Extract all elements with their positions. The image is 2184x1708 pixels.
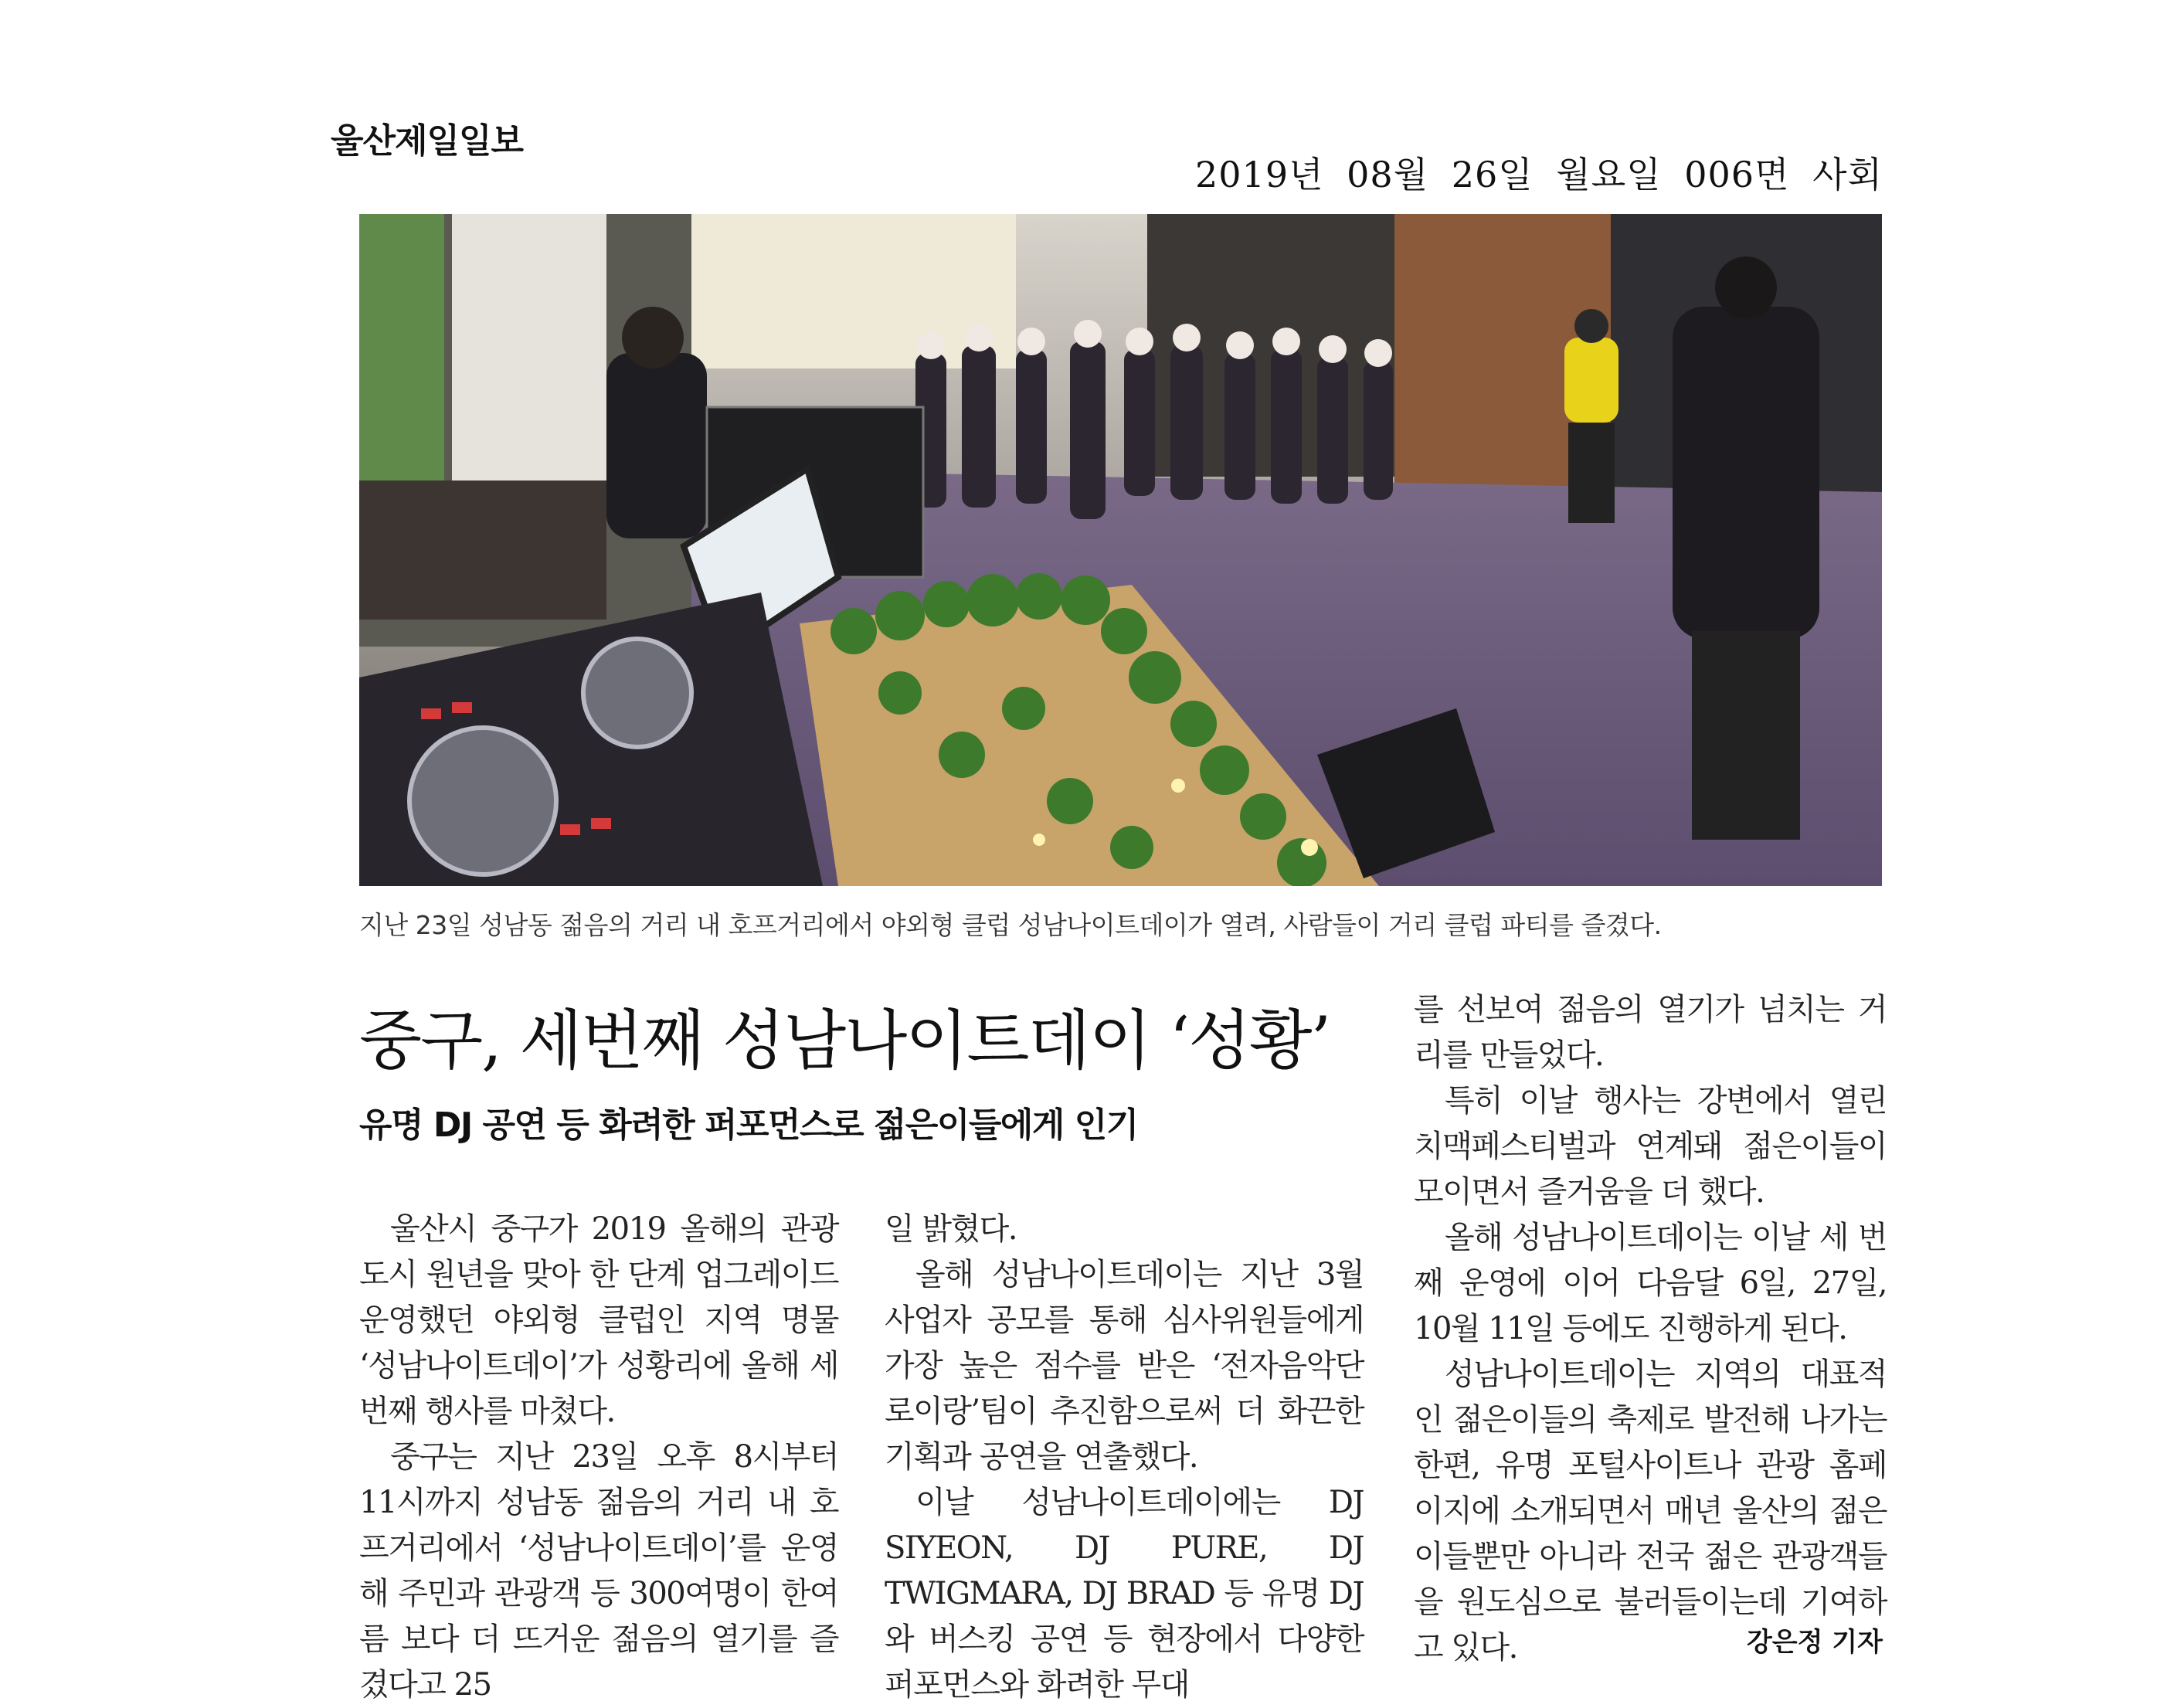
headline: 중구, 세번째 성남나이트데이 ‘성황’ [359, 1003, 1330, 1078]
photo-caption: 지난 23일 성남동 젊음의 거리 내 호프거리에서 야외형 클럽 성남나이트데이가 열려, 사람들이 거리 클럽 파티를 즐겼다. [359, 910, 1662, 940]
article-column-2 [885, 1207, 1364, 1708]
article-column-1 [359, 1207, 838, 1708]
byline: 강은정 기자 [1746, 1627, 1883, 1658]
street-dj-party-photo-icon [359, 214, 1882, 886]
paragraph: 올해 성남나이트데이는 이날 세 번째 운영에 이어 다음달 6일, 27일, 10월 11일 등에도 진행하게 된다. [1414, 1220, 1887, 1346]
paragraph: 올해 성남나이트데이는 지난 3월 사업자 공모를 통해 심사위원들에게 가장 높은 점수를 받은 ‘전자음악단 로이랑’팀이 추진함으로써 더 화끈한 기획과 공연을 연출했다. [885, 1257, 1364, 1475]
paragraph: 중구는 지난 23일 오후 8시부터 11시까지 성남동 젊음의 거리 내 호프거리에서 ‘성남나이트데이’를 운영해 주민과 관광객 등 300여명이 한여름 보다 더 뜨거운 젊음의 열기를 즐겼다고 25 [359, 1439, 838, 1703]
paragraph: 성남나이트데이는 지역의 대표적인 젊은이들의 축제로 발전해 나가는 한편, 유명 포털사이트나 관광 홈페이지에 소개되면서 매년 울산의 젊은이들뿐만 아니라 전국 젊은 관광객들을 원도심으로 불러들이는데 기여하고 있다. [1414, 1357, 1887, 1666]
article-photo [359, 214, 1882, 886]
dateline: 2019년 08월 26일 월요일 006면 사회 [1195, 154, 1883, 195]
paragraph: 이날 성남나이트데이에는 DJ SIYEON, DJ PURE, DJ TWIGMARA, DJ BRAD 등 유명 DJ와 버스킹 공연 등 현장에서 다양한 퍼포먼스와 화려한 무대 [885, 1485, 1364, 1703]
paragraph: 를 선보여 젊음의 열기가 넘치는 거리를 만들었다. [1414, 992, 1887, 1073]
paragraph: 울산시 중구가 2019 올해의 관광도시 원년을 맞아 한 단계 업그레이드 운영했던 야외형 클럽인 지역 명물 ‘성남나이트데이’가 성황리에 올해 세번째 행사를 마쳤다. [359, 1211, 838, 1429]
article-column-3 [1414, 987, 1887, 1671]
paragraph: 일 밝혔다. [885, 1211, 1017, 1247]
subheadline: 유명 DJ 공연 등 화려한 퍼포먼스로 젊은이들에게 인기 [359, 1105, 1138, 1145]
paragraph: 특히 이날 행사는 강변에서 열린 치맥페스티벌과 연계돼 젊은이들이 모이면서 즐거움을 더 했다. [1414, 1083, 1887, 1210]
paper-masthead: 울산제일일보 [331, 121, 524, 161]
